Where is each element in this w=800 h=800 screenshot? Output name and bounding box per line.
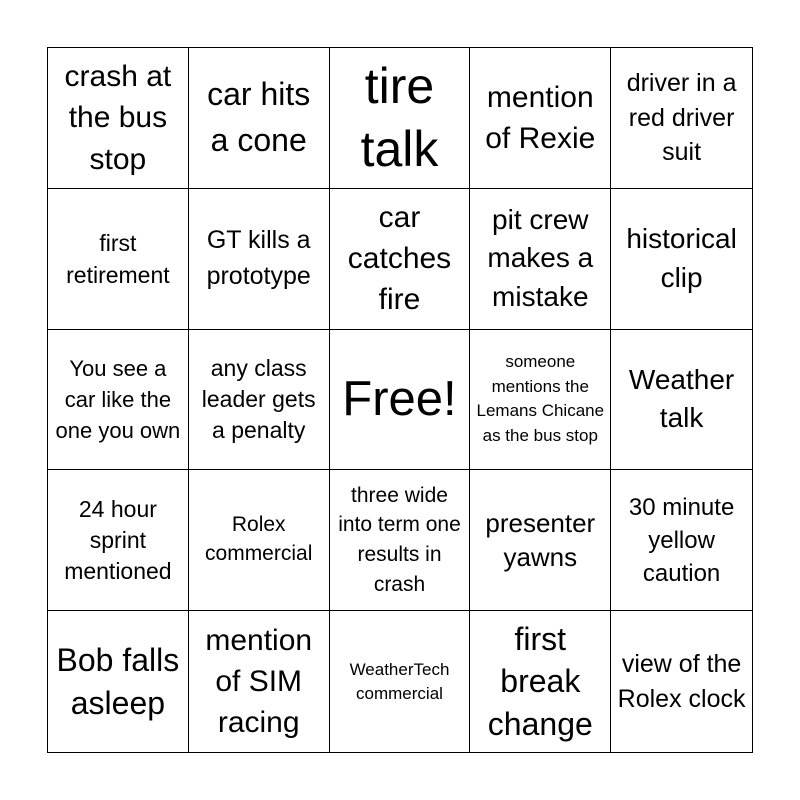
bingo-cell[interactable] <box>48 470 189 611</box>
bingo-cell-text: You see a car like the one you own <box>55 355 181 444</box>
bingo-cell[interactable] <box>611 189 752 330</box>
bingo-cell[interactable] <box>189 189 330 330</box>
bingo-cell-text: first break change <box>487 621 593 742</box>
bingo-cell-text: presenter yawns <box>485 507 596 573</box>
bingo-cell[interactable] <box>48 611 189 752</box>
bingo-cell[interactable] <box>189 48 330 189</box>
bingo-cell[interactable] <box>189 330 330 471</box>
bingo-cell-text: WeatherTech commercial <box>349 660 450 703</box>
bingo-cell-text: mention of Rexie <box>485 80 596 155</box>
bingo-cell-text: historical clip <box>626 223 737 293</box>
bingo-cell[interactable] <box>330 189 471 330</box>
bingo-cell[interactable] <box>611 470 752 611</box>
bingo-cell[interactable] <box>330 470 471 611</box>
bingo-cell-text: Bob falls asleep <box>56 642 180 721</box>
bingo-cell[interactable] <box>189 611 330 752</box>
bingo-cell-text: tire talk <box>360 58 439 177</box>
bingo-cell[interactable] <box>48 189 189 330</box>
bingo-cell-text: car catches fire <box>347 200 452 317</box>
bingo-board <box>47 47 753 753</box>
bingo-cell-text: three wide into term one results in crash <box>338 483 461 597</box>
bingo-cell-text: Weather talk <box>628 363 735 434</box>
bingo-cell[interactable] <box>611 48 752 189</box>
bingo-cell-text: Rolex commercial <box>205 513 313 566</box>
bingo-cell[interactable] <box>330 611 471 752</box>
bingo-cell[interactable] <box>470 189 611 330</box>
bingo-cell-text: view of the Rolex clock <box>617 650 746 713</box>
bingo-cell[interactable] <box>470 470 611 611</box>
bingo-cell[interactable] <box>330 48 471 189</box>
bingo-cell-text: mention of SIM racing <box>205 623 313 740</box>
bingo-cell[interactable] <box>611 330 752 471</box>
bingo-cell-text: first retirement <box>66 229 170 288</box>
bingo-cell[interactable] <box>470 611 611 752</box>
bingo-cell[interactable] <box>189 470 330 611</box>
bingo-cell-text: 30 minute yellow caution <box>628 493 735 587</box>
bingo-cell[interactable] <box>48 48 189 189</box>
bingo-cell-text: someone mentions the Lemans Chicane as the bus stop <box>476 352 605 446</box>
bingo-cell-text: 24 hour sprint mentioned <box>64 495 172 584</box>
bingo-cell[interactable] <box>330 330 471 471</box>
bingo-cell-text: driver in a red driver suit <box>626 69 737 167</box>
bingo-cell[interactable] <box>611 611 752 752</box>
bingo-cell-text: car hits a cone <box>207 76 311 158</box>
bingo-cell[interactable] <box>470 330 611 471</box>
bingo-cell-text: crash at the bus stop <box>64 59 172 176</box>
bingo-cell[interactable] <box>48 330 189 471</box>
bingo-cell-text: GT kills a prototype <box>206 226 311 290</box>
bingo-cell-text: any class leader gets a penalty <box>201 354 316 444</box>
bingo-cell-text: pit crew makes a mistake <box>487 203 594 312</box>
bingo-cell[interactable] <box>470 48 611 189</box>
bingo-cell-text: Free! <box>342 371 457 426</box>
